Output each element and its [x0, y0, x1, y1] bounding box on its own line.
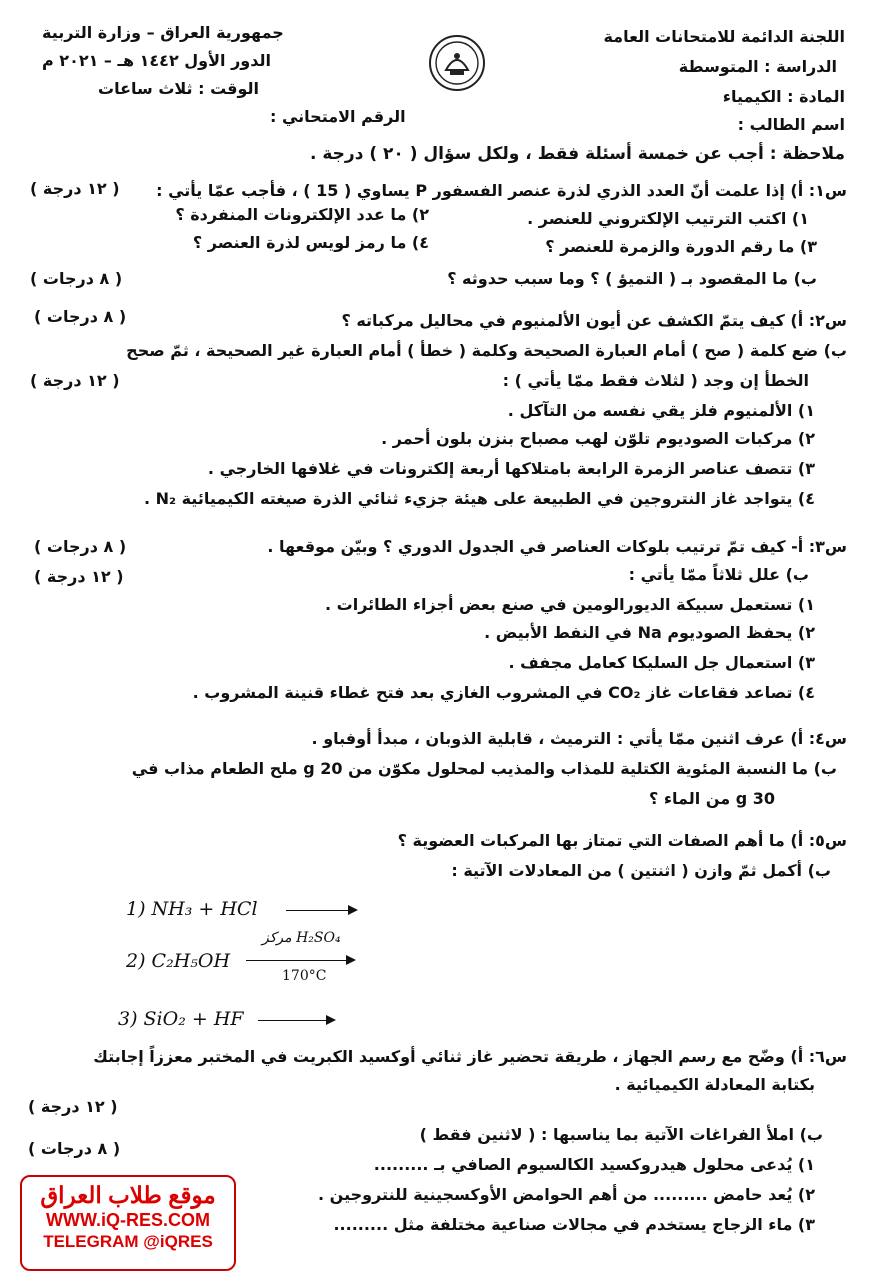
- q6-b-marks: ( ٨ درجات ): [28, 1139, 121, 1158]
- q3-b-marks: ( ١٢ درجة ): [34, 567, 124, 586]
- q3-a-marks: ( ٨ درجات ): [34, 537, 127, 556]
- equation-2-catalyst: مركز H₂SO₄: [262, 930, 341, 946]
- subject-label: المادة : الكيمياء: [722, 87, 845, 106]
- q3-item-1: ١) تستعمل سبيكة الديورالومين في صنع بعض أجزاء الطائرات .: [325, 595, 815, 614]
- exam-number-label: الرقم الامتحاني :: [270, 107, 406, 126]
- committee-title: اللجنة الدائمة للامتحانات العامة: [603, 27, 845, 46]
- exam-time: الوقت : ثلاث ساعات: [98, 79, 260, 98]
- q1-item-3: ٣) ما رقم الدورة والزمرة للعنصر ؟: [545, 237, 817, 256]
- q3-part-a: س٣: أ- كيف تمّ ترتيب بلوكات العناصر في الجدول الدوري ؟ وبيّن موقعها .: [267, 537, 847, 556]
- equation-3-arrow: [258, 1020, 334, 1021]
- q3-item-2: ٢) يحفظ الصوديوم Na في النفط الأبيض .: [484, 623, 815, 642]
- q2-statement-1: ١) الألمنيوم فلز يقي نفسه من التآكل .: [507, 401, 815, 420]
- q2-statement-4: ٤) يتواجد غاز النتروجين في الطبيعة على هيئة جزيء ثنائي الذرة صيغته الكيميائية N₂ .: [143, 489, 815, 508]
- ministry-seal-icon: [428, 34, 486, 92]
- exam-round: الدور الأول ١٤٤٢ هـ – ٢٠٢١ م: [42, 51, 271, 70]
- watermark-url: WWW.iQ-RES.COM: [46, 1210, 210, 1230]
- q2-part-b-line2: الخطأ إن وجد ( لثلاث فقط ممّا يأتي ) :: [502, 371, 809, 390]
- equation-2-temperature: 170°C: [282, 968, 327, 984]
- q6-part-a-line1: س٦: أ) وضّح مع رسم الجهاز ، طريقة تحضير غاز ثنائي أوكسيد الكبريت في المختبر معززاً إجابتك: [93, 1047, 847, 1066]
- study-level: الدراسة : المتوسطة: [678, 57, 837, 76]
- q5-part-b: ب) أكمل ثمّ وازن ( اثنتين ) من المعادلات الآتية :: [451, 861, 831, 880]
- equation-2-arrow: [246, 960, 354, 961]
- equation-3: 3) SiO₂ + HF: [118, 1008, 244, 1030]
- q4-part-b-line2: 30 g من الماء ؟: [649, 789, 775, 808]
- q1-item-1: ١) اكتب الترتيب الإلكتروني للعنصر .: [527, 209, 809, 228]
- site-watermark: [20, 1175, 236, 1271]
- q3-item-3: ٣) استعمال جل السليكا كعامل مجفف .: [508, 653, 815, 672]
- q6-blank-2: ٢) يُعد حامض ......... من أهم الحوامض الأوكسجينية للنتروجين .: [318, 1185, 815, 1204]
- q4-part-a: س٤: أ) عرف اثنين ممّا يأتي : الترميث ، قابلية الذوبان ، مبدأ أوفباو .: [311, 729, 847, 748]
- equation-1: 1) NH₃ + HCl: [126, 898, 258, 920]
- q3-part-b: ب) علل ثلاثاً ممّا يأتي :: [628, 565, 809, 584]
- q2-part-b-line1: ب) ضع كلمة ( صح ) أمام العبارة الصحيحة وكلمة ( خطأ ) أمام العبارة غير الصحيحة ، ثمّ صحح: [126, 341, 847, 360]
- republic-ministry: جمهورية العراق – وزارة التربية: [42, 23, 284, 42]
- watermark-telegram: TELEGRAM @iQRES: [43, 1232, 213, 1251]
- q1-a-marks: ( ١٢ درجة ): [30, 179, 120, 198]
- equation-1-arrow: [286, 910, 356, 911]
- student-name-label: اسم الطالب :: [737, 115, 845, 134]
- q1-b-marks: ( ٨ درجات ): [30, 269, 123, 288]
- q6-blank-1: ١) يُدعى محلول هيدروكسيد الكالسيوم الصافي بـ .........: [373, 1155, 815, 1174]
- q3-item-4: ٤) تصاعد فقاعات غاز CO₂ في المشروب الغازي بعد فتح غطاء قنينة المشروب .: [192, 683, 815, 702]
- q6-a-marks: ( ١٢ درجة ): [28, 1097, 118, 1116]
- q6-part-a-line2: بكتابة المعادلة الكيميائية .: [614, 1075, 815, 1094]
- q1-part-b: ب) ما المقصود بـ ( التميؤ ) ؟ وما سبب حدوثه ؟: [447, 269, 817, 288]
- q6-blank-3: ٣) ماء الزجاج يستخدم في مجالات صناعية مختلفة مثل .........: [333, 1215, 815, 1234]
- q5-part-a: س٥: أ) ما أهم الصفات التي تمتاز بها المركبات العضوية ؟: [397, 831, 847, 850]
- q1-item-2: ٢) ما عدد الإلكترونات المنفردة ؟: [175, 205, 429, 224]
- q1-part-a: س١: أ) إذا علمت أنّ العدد الذري لذرة عنصر الفسفور P يساوي ( 15 ) ، فأجب عمّا يأتي :: [156, 181, 847, 200]
- q2-b-marks: ( ١٢ درجة ): [30, 371, 120, 390]
- q2-statement-3: ٣) تتصف عناصر الزمرة الرابعة بامتلاكها أربعة إلكترونات في غلافها الخارجي .: [207, 459, 815, 478]
- q1-item-4: ٤) ما رمز لويس لذرة العنصر ؟: [192, 233, 429, 252]
- q4-part-b-line1: ب) ما النسبة المئوية الكتلية للمذاب والمذيب لمحلول مكوّن من 20 g ملح الطعام مذاب في: [131, 759, 837, 778]
- instructions-note: ملاحظة : أجب عن خمسة أسئلة فقط ، ولكل سؤال ( ٢٠ ) درجة .: [309, 144, 845, 164]
- q2-statement-2: ٢) مركبات الصوديوم تلوّن لهب مصباح بنزن بلون أحمر .: [381, 429, 815, 448]
- q6-part-b: ب) املأ الفراغات الآتية بما يناسبها : ( لاثنين فقط ): [419, 1125, 823, 1144]
- q2-part-a: س٢: أ) كيف يتمّ الكشف عن أيون الألمنيوم في محاليل مركباته ؟: [341, 311, 847, 330]
- watermark-title: موقع طلاب العراق: [40, 1182, 216, 1208]
- equation-2: 2) C₂H₅OH: [126, 950, 231, 972]
- q2-a-marks: ( ٨ درجات ): [34, 307, 127, 326]
